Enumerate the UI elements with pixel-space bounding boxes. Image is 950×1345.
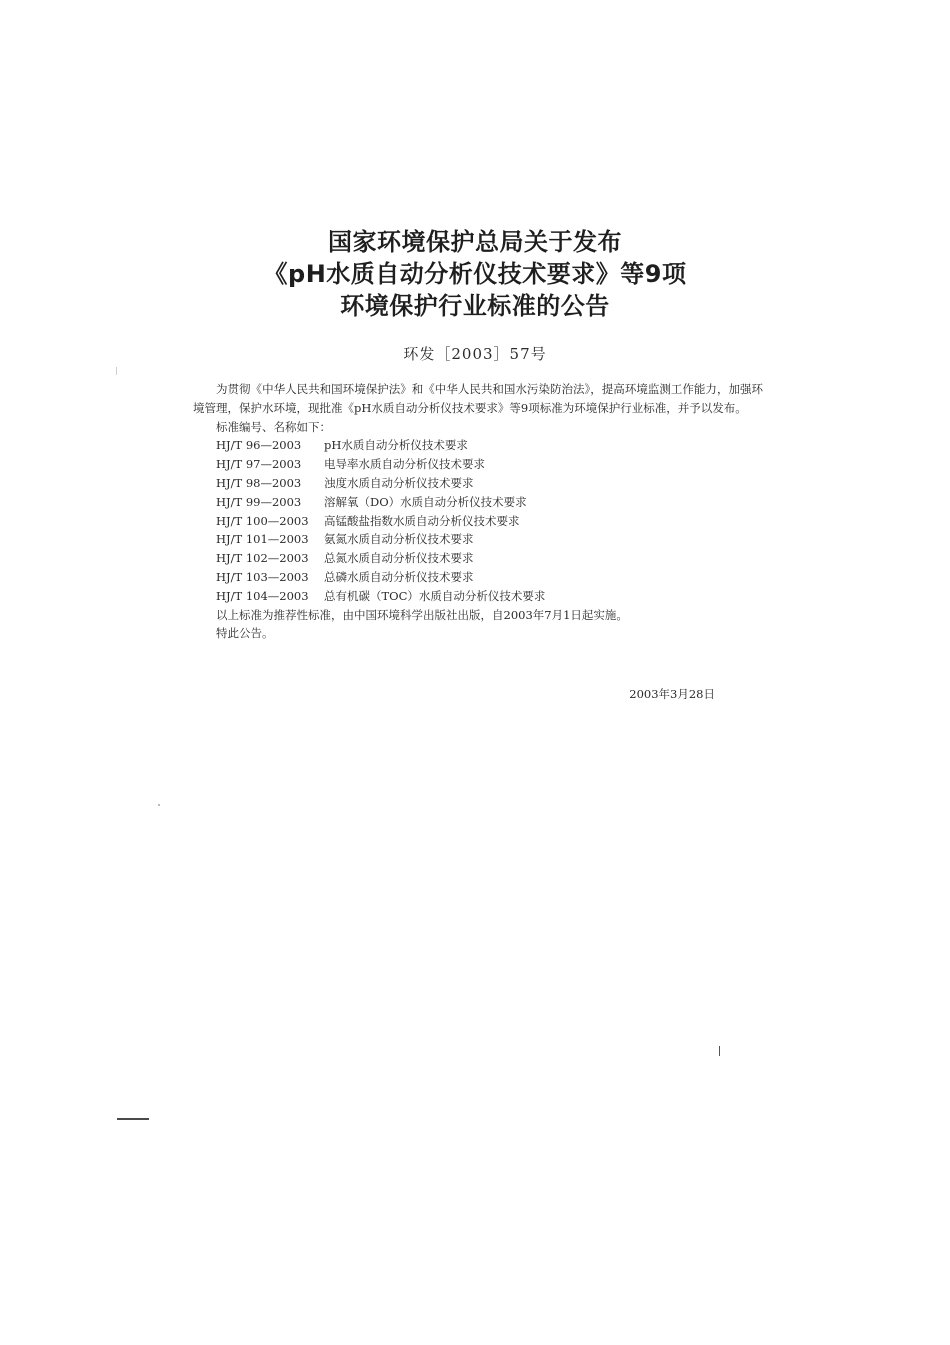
scan-speck — [116, 367, 117, 375]
list-item — [216, 512, 763, 531]
list-item — [216, 455, 763, 474]
title-line-3: 环境保护行业标准的公告 — [340, 292, 610, 320]
announcement-title — [0, 226, 950, 322]
scan-speck — [158, 804, 160, 806]
list-item — [216, 436, 763, 455]
standards-list — [193, 436, 763, 605]
standard-code: HJ/T 96—2003 — [216, 438, 302, 453]
standard-name: pH水质自动分析仪技术要求 — [324, 438, 468, 453]
standard-code: HJ/T 100—2003 — [216, 513, 309, 528]
standard-name: 总氮水质自动分析仪技术要求 — [324, 551, 474, 566]
title-line-2: 《pH水质自动分析仪技术要求》等9项 — [263, 260, 687, 288]
standard-name: 溶解氧（DO）水质自动分析仪技术要求 — [324, 494, 527, 509]
standard-code: HJ/T 98—2003 — [216, 475, 302, 490]
list-item — [216, 530, 763, 549]
list-item — [216, 549, 763, 568]
standard-code: HJ/T 97—2003 — [216, 457, 302, 472]
document-number: 环发［2003］57号 — [403, 345, 547, 363]
list-item — [216, 493, 763, 512]
list-item — [216, 568, 763, 587]
standard-code: HJ/T 102—2003 — [216, 551, 309, 566]
scan-margin-mark — [117, 1118, 149, 1120]
standard-code: HJ/T 104—2003 — [216, 588, 309, 603]
list-item — [216, 587, 763, 606]
intro-paragraph: 为贯彻《中华人民共和国环境保护法》和《中华人民共和国水污染防治法》，提高环境监测工作能力，加强环境管理，保护水环境，现批准《pH水质自动分析仪技术要求》等9项标准为环境保护行业标准，并予以发布。 — [193, 382, 763, 415]
standard-name: 浊度水质自动分析仪技术要求 — [324, 475, 474, 490]
standard-name: 氨氮水质自动分析仪技术要求 — [324, 532, 474, 547]
list-item — [216, 474, 763, 493]
list-intro: 标准编号、名称如下： — [216, 419, 331, 434]
announcement-date: 2003年3月28日 — [629, 687, 715, 701]
standard-name: 总磷水质自动分析仪技术要求 — [324, 569, 474, 584]
standard-code: HJ/T 99—2003 — [216, 494, 302, 509]
standard-code: HJ/T 101—2003 — [216, 532, 309, 547]
scan-margin-tick — [719, 1046, 720, 1056]
closing-paragraph: 以上标准为推荐性标准，由中国环境科学出版社出版，自2003年7月1日起实施。 — [216, 607, 628, 622]
standard-name: 总有机碳（TOC）水质自动分析仪技术要求 — [324, 588, 546, 603]
announcement-body — [193, 380, 763, 643]
standard-name: 高锰酸盐指数水质自动分析仪技术要求 — [324, 513, 520, 528]
sign-off: 特此公告。 — [216, 626, 274, 641]
standard-name: 电导率水质自动分析仪技术要求 — [324, 457, 485, 472]
standard-code: HJ/T 103—2003 — [216, 569, 309, 584]
title-line-1: 国家环境保护总局关于发布 — [328, 228, 622, 256]
